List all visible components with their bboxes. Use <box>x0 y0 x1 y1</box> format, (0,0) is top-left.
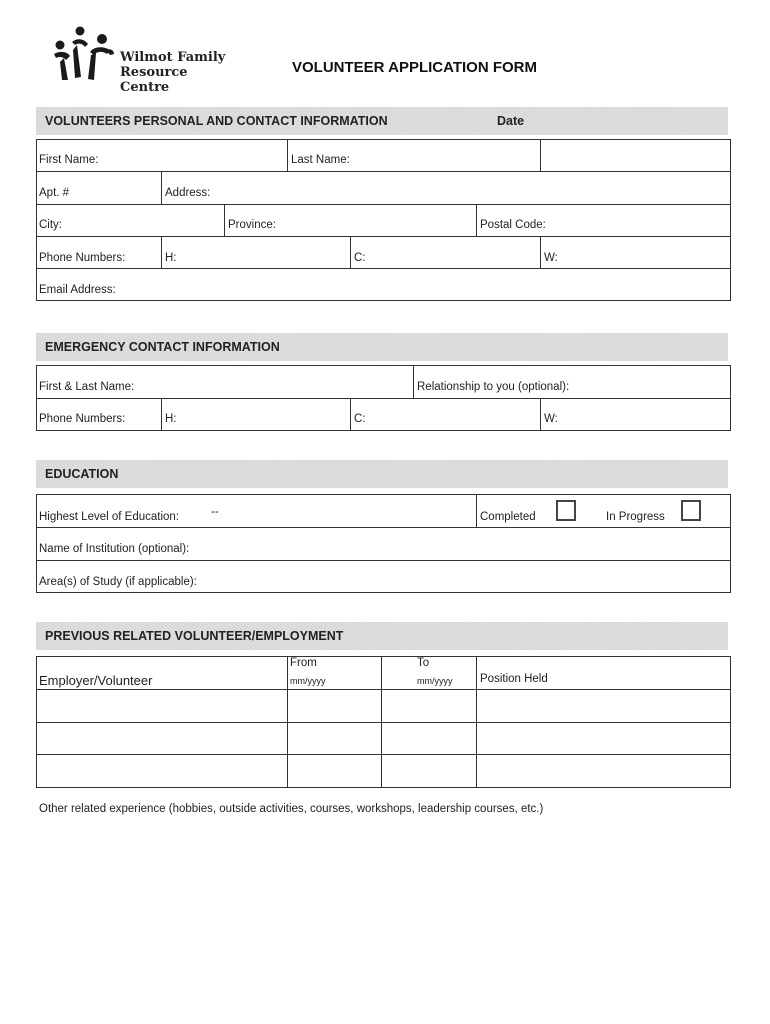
education-dash: -- <box>211 506 219 518</box>
completed-checkbox[interactable] <box>556 500 576 521</box>
emergency-work-phone-field[interactable]: W: <box>544 413 558 425</box>
other-experience-label: Other related experience (hobbies, outside activities, courses, workshops, leadership courses, etc.) <box>39 803 544 815</box>
institution-field[interactable]: Name of Institution (optional): <box>39 543 190 555</box>
col-from-header: From <box>290 657 317 669</box>
organization-name <box>120 50 240 95</box>
home-phone-field[interactable]: H: <box>165 252 177 264</box>
emergency-section-title: EMERGENCY CONTACT INFORMATION <box>45 340 280 354</box>
emergency-home-phone-field[interactable]: H: <box>165 413 177 425</box>
employer-cell-row-1[interactable] <box>37 690 287 722</box>
address-field[interactable]: Address: <box>165 187 211 199</box>
in-progress-checkbox[interactable] <box>681 500 701 521</box>
from-cell-row-1[interactable] <box>288 690 381 722</box>
first-name-field[interactable]: First Name: <box>39 154 99 166</box>
email-field[interactable]: Email Address: <box>39 284 116 296</box>
col-to-header: To <box>417 657 430 669</box>
col-position-header: Position Held <box>480 673 548 685</box>
date-label: Date <box>497 114 525 128</box>
date-field[interactable] <box>541 140 730 171</box>
from-cell-row-3[interactable] <box>288 755 381 787</box>
personal-section-header <box>36 107 728 135</box>
previous-section-title: PREVIOUS RELATED VOLUNTEER/EMPLOYMENT <box>45 629 344 643</box>
col-to-format: mm/yyyy <box>417 676 453 686</box>
position-cell-row-3[interactable] <box>477 755 730 787</box>
emergency-section-header <box>36 333 728 361</box>
col-employer-header: Employer/Volunteer <box>39 673 153 688</box>
personal-section-title: VOLUNTEERS PERSONAL AND CONTACT INFORMATION <box>45 114 388 128</box>
phone-numbers-label: Phone Numbers: <box>39 252 126 264</box>
form-title: VOLUNTEER APPLICATION FORM <box>292 59 537 76</box>
area-of-study-field[interactable]: Area(s) of Study (if applicable): <box>39 576 197 588</box>
in-progress-label: In Progress <box>606 511 665 523</box>
emergency-cell-phone-field[interactable]: C: <box>354 413 366 425</box>
to-cell-row-2[interactable] <box>382 723 476 754</box>
family-figures-logo-icon <box>50 22 120 84</box>
employer-cell-row-3[interactable] <box>37 755 287 787</box>
apt-field[interactable]: Apt. # <box>39 187 70 199</box>
emergency-phone-label: Phone Numbers: <box>39 413 126 425</box>
education-section-header <box>36 460 728 488</box>
col-from-format: mm/yyyy <box>290 676 326 686</box>
to-cell-row-1[interactable] <box>382 690 476 722</box>
work-phone-field[interactable]: W: <box>544 252 558 264</box>
to-cell-row-3[interactable] <box>382 755 476 787</box>
postal-code-field[interactable]: Postal Code: <box>480 219 546 231</box>
employer-cell-row-2[interactable] <box>37 723 287 754</box>
organization-logo <box>50 22 240 95</box>
position-cell-row-2[interactable] <box>477 723 730 754</box>
previous-section-header <box>36 622 728 650</box>
emergency-name-field[interactable]: First & Last Name: <box>39 381 135 393</box>
other-experience-area[interactable] <box>36 822 731 1002</box>
cell-phone-field[interactable]: C: <box>354 252 366 264</box>
logo-line-2: Resource Centre <box>120 65 188 95</box>
position-cell-row-1[interactable] <box>477 690 730 722</box>
from-cell-row-2[interactable] <box>288 723 381 754</box>
province-field[interactable]: Province: <box>228 219 276 231</box>
relationship-field[interactable]: Relationship to you (optional): <box>417 381 570 393</box>
education-section-title: EDUCATION <box>45 467 119 481</box>
logo-line-1: Wilmot Family <box>120 50 226 65</box>
last-name-field[interactable]: Last Name: <box>291 154 350 166</box>
completed-label: Completed <box>480 511 536 523</box>
highest-education-field[interactable]: Highest Level of Education: <box>39 511 180 523</box>
city-field[interactable]: City: <box>39 219 62 231</box>
